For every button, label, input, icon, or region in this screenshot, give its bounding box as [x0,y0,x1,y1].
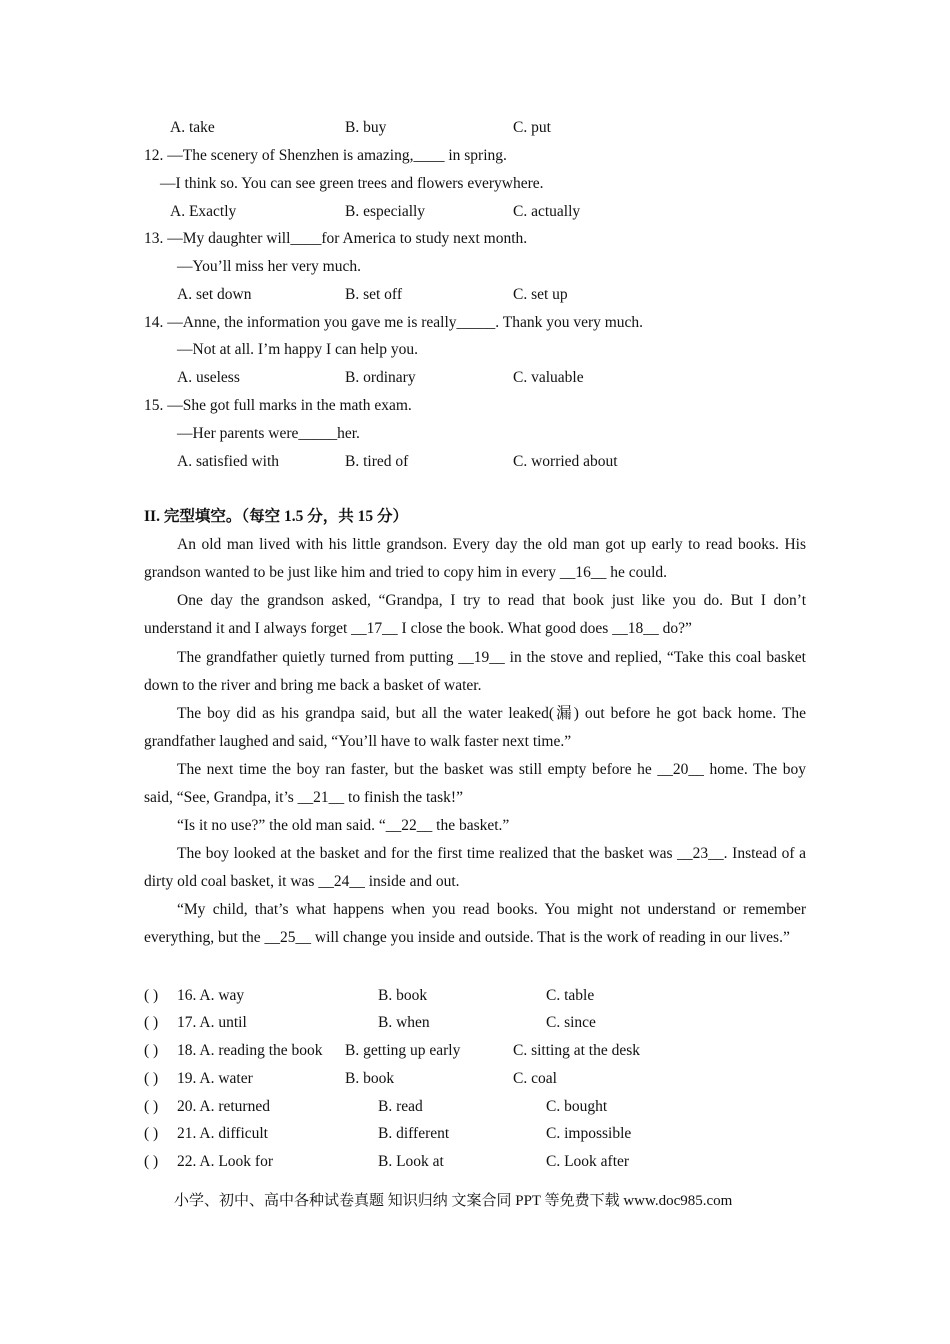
passage-paragraph-2: One day the grandson asked, “Grandpa, I try to read that book just like you do. But I don’t understand it and I always forget __17__ I close the book. What good does __18__ do?” [144,592,806,638]
q13-reply: —You’ll miss her very much. [177,258,361,275]
answer-18-option-b: B. getting up early [345,1042,461,1059]
q13-option-c: C. set up [513,286,568,303]
answer-19-option-b: B. book [345,1070,395,1087]
answer-bracket: ( ) [144,1014,159,1031]
answer-18-option-a: 18. A. reading the book [177,1042,323,1059]
answer-21-option-c: C. impossible [546,1125,632,1142]
q12-option-c: C. actually [513,203,581,220]
passage-paragraph-7: The boy looked at the basket and for the first time realized that the basket was __23__. Instead of a dirty old coal basket, it was __24__ inside and out. [144,845,806,891]
q14-reply: —Not at all. I’m happy I can help you. [177,341,419,358]
q14-stem: 14. —Anne, the information you gave me is really_____. Thank you very much. [144,314,644,331]
passage-paragraph-5: The next time the boy ran faster, but the basket was still empty before he __20__ home. The boy said, “See, Grandpa, it’s __21__ to finish the task!” [144,761,806,807]
answer-22-option-c: C. Look after [546,1153,630,1170]
answer-bracket: ( ) [144,1070,159,1087]
q15-option-c: C. worried about [513,453,618,470]
q15-option-a: A. satisfied with [177,453,280,470]
answer-bracket: ( ) [144,987,159,1004]
answer-17-option-a: 17. A. until [177,1014,247,1031]
passage-paragraph-4: The boy did as his grandpa said, but all the water leaked(漏) out before he got back home. The grandfather laughed and said, “You’ll have to walk faster next time.” [144,705,806,751]
answer-16-option-c: C. table [546,987,595,1004]
q15-option-b: B. tired of [345,453,409,470]
section-heading: II. 完型填空。（每空 1.5 分，共 15 分） [144,508,408,525]
passage-paragraph-1: An old man lived with his little grandson. Every day the old man got up early to read books. His grandson wanted to be just like him and tried to copy him in every __16__ he could. [144,536,806,582]
answer-16-option-b: B. book [378,987,428,1004]
q11-option-b: B. buy [345,119,387,136]
q11-option-a: A. take [170,119,215,136]
answer-bracket: ( ) [144,1098,159,1115]
answer-21-option-b: B. different [378,1125,450,1142]
passage-paragraph-3: The grandfather quietly turned from putting __19__ in the stove and replied, “Take this coal basket down to the river and bring me back a basket of water. [144,649,806,695]
q13-option-a: A. set down [177,286,252,303]
answer-20-option-a: 20. A. returned [177,1098,270,1115]
answer-20-option-b: B. read [378,1098,423,1115]
answer-17-option-b: B. when [378,1014,430,1031]
answer-22-option-b: B. Look at [378,1153,444,1170]
q13-stem: 13. —My daughter will____for America to study next month. [144,230,528,247]
answer-21-option-a: 21. A. difficult [177,1125,268,1142]
answer-17-option-c: C. since [546,1014,596,1031]
q15-reply: —Her parents were_____her. [177,425,360,442]
passage-paragraph-8: “My child, that’s what happens when you read books. You might not understand or remember everything, but the __25__ will change you inside and outside. That is the work of reading in our lives.” [144,901,806,947]
answer-19-option-a: 19. A. water [177,1070,253,1087]
answer-bracket: ( ) [144,1042,159,1059]
q12-stem: 12. —The scenery of Shenzhen is amazing,____ in spring. [144,147,507,164]
q14-option-a: A. useless [177,369,240,386]
q12-reply: —I think so. You can see green trees and flowers everywhere. [160,175,544,192]
q14-option-c: C. valuable [513,369,584,386]
q12-option-a: A. Exactly [170,203,237,220]
q14-option-b: B. ordinary [345,369,416,386]
answer-19-option-c: C. coal [513,1070,557,1087]
page-footer: 小学、初中、高中各种试卷真题 知识归纳 文案合同 PPT 等免费下载 www.doc985.com [174,1193,733,1209]
answer-bracket: ( ) [144,1125,159,1142]
q12-option-b: B. especially [345,203,426,220]
q11-option-c: C. put [513,119,551,136]
answer-20-option-c: C. bought [546,1098,608,1115]
q13-option-b: B. set off [345,286,402,303]
answer-18-option-c: C. sitting at the desk [513,1042,641,1059]
answer-22-option-a: 22. A. Look for [177,1153,274,1170]
answer-bracket: ( ) [144,1153,159,1170]
answer-16-option-a: 16. A. way [177,987,245,1004]
passage-paragraph-6: “Is it no use?” the old man said. “__22__ the basket.” [177,817,510,834]
q15-stem: 15. —She got full marks in the math exam. [144,397,412,414]
